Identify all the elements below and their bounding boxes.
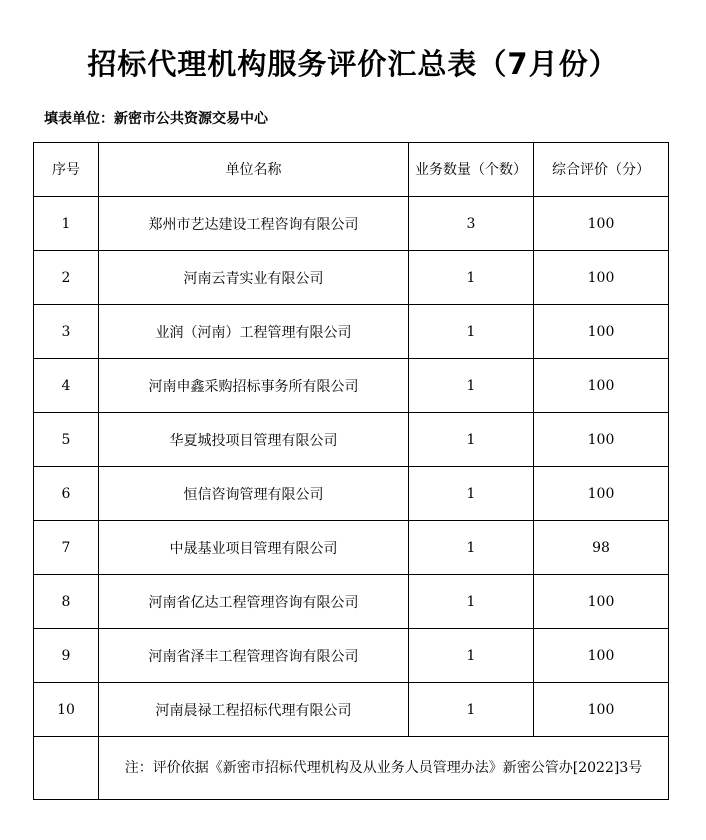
- table-row: [34, 521, 669, 575]
- cell-score: 100: [534, 197, 669, 251]
- cell-seq: 2: [34, 251, 99, 305]
- cell-count: 1: [409, 683, 534, 737]
- cell-seq: 7: [34, 521, 99, 575]
- cell-count: 1: [409, 575, 534, 629]
- cell-name: 恒信咨询管理有限公司: [99, 467, 409, 521]
- note-row: [34, 737, 669, 800]
- cell-name: 河南云青实业有限公司: [99, 251, 409, 305]
- cell-score: 100: [534, 305, 669, 359]
- table-row: [34, 305, 669, 359]
- cell-score: 100: [534, 359, 669, 413]
- cell-score: 100: [534, 251, 669, 305]
- cell-name: 业润（河南）工程管理有限公司: [99, 305, 409, 359]
- cell-seq: 10: [34, 683, 99, 737]
- table-row: [34, 575, 669, 629]
- cell-seq: 5: [34, 413, 99, 467]
- cell-score: 100: [534, 683, 669, 737]
- cell-name: 河南省亿达工程管理咨询有限公司: [99, 575, 409, 629]
- cell-count: 3: [409, 197, 534, 251]
- cell-seq: 6: [34, 467, 99, 521]
- header-name: 单位名称: [99, 143, 409, 197]
- table-row: [34, 629, 669, 683]
- table-header-row: [34, 143, 669, 197]
- note-text: 注：评价依据《新密市招标代理机构及从业务人员管理办法》新密公管办[2022]3号: [99, 737, 669, 800]
- table-row: [34, 683, 669, 737]
- table-row: [34, 467, 669, 521]
- table-body: [34, 197, 669, 737]
- note-empty-cell: [34, 737, 99, 800]
- header-count: 业务数量（个数）: [409, 143, 534, 197]
- cell-seq: 8: [34, 575, 99, 629]
- cell-count: 1: [409, 359, 534, 413]
- cell-count: 1: [409, 467, 534, 521]
- cell-count: 1: [409, 305, 534, 359]
- cell-score: 100: [534, 575, 669, 629]
- table-row: [34, 251, 669, 305]
- cell-seq: 3: [34, 305, 99, 359]
- cell-count: 1: [409, 629, 534, 683]
- cell-name: 华夏城投项目管理有限公司: [99, 413, 409, 467]
- evaluation-table: [33, 142, 669, 800]
- cell-name: 河南晨禄工程招标代理有限公司: [99, 683, 409, 737]
- table-row: [34, 197, 669, 251]
- cell-name: 中晟基业项目管理有限公司: [99, 521, 409, 575]
- header-score: 综合评价（分）: [534, 143, 669, 197]
- cell-name: 郑州市艺达建设工程咨询有限公司: [99, 197, 409, 251]
- fill-unit-label: 填表单位：新密市公共资源交易中心: [44, 111, 268, 127]
- cell-score: 100: [534, 629, 669, 683]
- cell-name: 河南省泽丰工程管理咨询有限公司: [99, 629, 409, 683]
- cell-score: 100: [534, 467, 669, 521]
- cell-count: 1: [409, 251, 534, 305]
- cell-score: 100: [534, 413, 669, 467]
- table-row: [34, 413, 669, 467]
- cell-score: 98: [534, 521, 669, 575]
- cell-count: 1: [409, 413, 534, 467]
- cell-seq: 4: [34, 359, 99, 413]
- cell-seq: 9: [34, 629, 99, 683]
- header-seq: 序号: [34, 143, 99, 197]
- cell-seq: 1: [34, 197, 99, 251]
- table-row: [34, 359, 669, 413]
- cell-name: 河南申鑫采购招标事务所有限公司: [99, 359, 409, 413]
- page-title: 招标代理机构服务评价汇总表（7月份）: [87, 47, 619, 81]
- cell-count: 1: [409, 521, 534, 575]
